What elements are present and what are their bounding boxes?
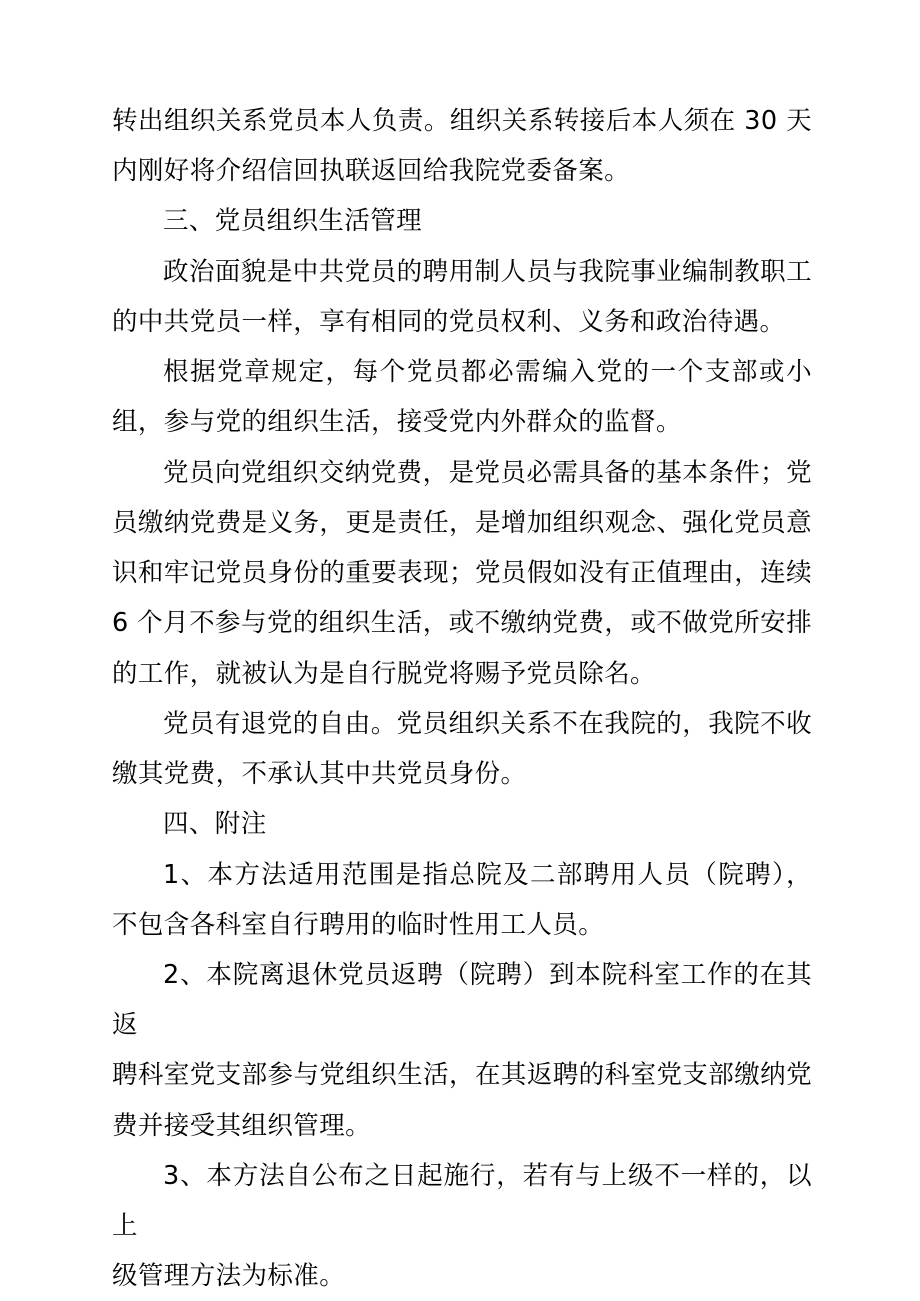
paragraph: 聘科室党支部参与党组织生活，在其返聘的科室党支部缴纳党费并接受其组织管理。 — [112, 1060, 812, 1141]
numbered-item-1: 1、本方法适用范围是指总院及二部聘用人员（院聘），不包含各科室自行聘用的临时性用工人员。 — [112, 859, 812, 940]
paragraph: 党员有退党的自由。党员组织关系不在我院的，我院不收缴其党费，不承认其中共党员身份。 — [112, 708, 812, 790]
section-heading-four: 四、附注 — [163, 809, 267, 840]
paragraph: 党员向党组织交纳党费，是党员必需具备的基本条件；党员缴纳党费是义务，更是责任，是增加组织观念、强化党员意识和牢记党员身份的重要表现；党员假如没有正值理由，连续 6 个月不参与党的组织生活，或不缴纳党费，或不做党所安排的工作，就被认为是自行脱党将赐予党员除名。 — [112, 457, 812, 689]
document-body — [112, 96, 812, 1301]
numbered-item-2: 2、本院离退休党员返聘（院聘）到本院科室工作的在其返 — [112, 959, 812, 1041]
paragraph: 转出组织关系党员本人负责。组织关系转接后本人须在 30 天内刚好将介绍信回执联返回给我院党委备案。 — [112, 106, 812, 187]
paragraph: 政治面貌是中共党员的聘用制人员与我院事业编制教职工的中共党员一样，享有相同的党员权利、义务和政治待遇。 — [112, 256, 812, 337]
paragraph: 根据党章规定，每个党员都必需编入党的一个支部或小组，参与党的组织生活，接受党内外群众的监督。 — [112, 357, 812, 438]
section-heading-three: 三、党员组织生活管理 — [163, 206, 423, 237]
paragraph: 级管理方法为标准。 — [112, 1261, 346, 1292]
numbered-item-3: 3、本方法自公布之日起施行，若有与上级不一样的，以上 — [112, 1160, 812, 1242]
